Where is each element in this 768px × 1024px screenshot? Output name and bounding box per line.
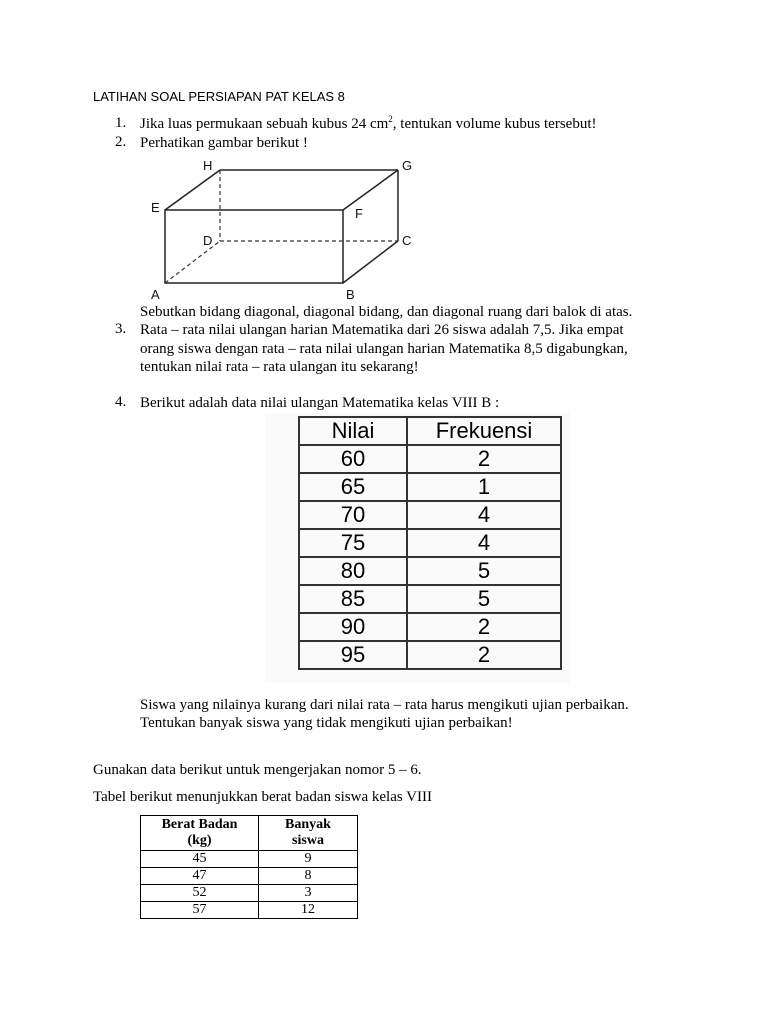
cuboid-diagram (140, 150, 430, 310)
table-row (299, 585, 561, 613)
table-row (299, 473, 561, 501)
table-row (141, 851, 358, 868)
cell-berat: 52 (141, 885, 259, 902)
cell-frekuensi: 2 (407, 613, 561, 641)
header-berat-badan-line-1: Berat Badan (161, 817, 238, 832)
cell-nilai: 60 (299, 445, 407, 473)
header-banyak-siswa (259, 816, 358, 851)
cell-frekuensi: 1 (407, 473, 561, 501)
table-row (299, 641, 561, 669)
q4-after-line-2: Tentukan banyak siswa yang tidak mengikuti ujian perbaikan! (140, 715, 513, 731)
frequency-table (298, 416, 562, 670)
cuboid-edge-EH (165, 170, 220, 210)
cell-banyak: 12 (259, 902, 358, 919)
section56-table-caption: Tabel berikut menunjukkan berat badan siswa kelas VIII (93, 789, 432, 805)
cell-frekuensi: 4 (407, 501, 561, 529)
header-banyak-siswa-line-1: Banyak (285, 817, 331, 832)
cell-frekuensi: 5 (407, 585, 561, 613)
q2-follow-up: Sebutkan bidang diagonal, diagonal bidang, dan diagonal ruang dari balok di atas. (140, 304, 633, 320)
label-E: E (151, 200, 160, 215)
cell-nilai: 90 (299, 613, 407, 641)
cell-nilai: 80 (299, 557, 407, 585)
header-frekuensi: Frekuensi (407, 417, 561, 445)
table-row (141, 902, 358, 919)
cell-berat: 47 (141, 868, 259, 885)
frequency-table-image (265, 413, 570, 683)
cuboid-edge-FG (343, 170, 398, 210)
label-H: H (203, 158, 213, 173)
q3-line-3: tentukan nilai rata – rata ulangan itu sekarang! (140, 359, 419, 375)
cell-berat: 45 (141, 851, 259, 868)
q2-number: 2. (115, 134, 127, 150)
cell-frekuensi: 5 (407, 557, 561, 585)
cell-frekuensi: 4 (407, 529, 561, 557)
label-C: C (402, 233, 412, 248)
table-row (299, 529, 561, 557)
label-G: G (402, 158, 413, 173)
label-A: A (151, 287, 160, 302)
page-title: LATIHAN SOAL PERSIAPAN PAT KELAS 8 (93, 89, 345, 104)
cell-frekuensi: 2 (407, 641, 561, 669)
table-row (141, 885, 358, 902)
section56-intro: Gunakan data berikut untuk mengerjakan nomor 5 – 6. (93, 762, 422, 778)
table-row (299, 557, 561, 585)
header-banyak-siswa-line-2: siswa (292, 833, 324, 848)
q3-line-2: orang siswa dengan rata – rata nilai ulangan harian Matematika 8,5 digabungkan, (140, 341, 628, 357)
cell-banyak: 8 (259, 868, 358, 885)
q3-line-1: Rata – rata nilai ulangan harian Matematika dari 26 siswa adalah 7,5. Jika empat (140, 322, 624, 338)
weight-table (140, 815, 358, 919)
cell-nilai: 95 (299, 641, 407, 669)
table-header-row (141, 816, 358, 851)
label-D: D (203, 233, 213, 248)
cell-frekuensi: 2 (407, 445, 561, 473)
cell-banyak: 3 (259, 885, 358, 902)
q2-text: Perhatikan gambar berikut ! (140, 135, 308, 151)
q1-text-after: , tentukan volume kubus tersebut! (392, 116, 597, 132)
table-row (299, 501, 561, 529)
cell-nilai: 70 (299, 501, 407, 529)
q1-superscript: 2 (388, 114, 393, 124)
label-F: F (355, 206, 363, 221)
label-B: B (346, 287, 355, 302)
q3-number: 3. (115, 321, 127, 337)
cuboid-edge-BC (343, 241, 398, 283)
header-berat-badan (141, 816, 259, 851)
cell-nilai: 75 (299, 529, 407, 557)
cell-nilai: 65 (299, 473, 407, 501)
q1-text-before: Jika luas permukaan sebuah kubus 24 cm (140, 116, 389, 132)
q1-text (140, 115, 597, 134)
header-berat-badan-line-2: (kg) (187, 833, 212, 848)
q4-number: 4. (115, 394, 127, 410)
cell-banyak: 9 (259, 851, 358, 868)
q4-text: Berikut adalah data nilai ulangan Matematika kelas VIII B : (140, 395, 500, 411)
table-row (299, 613, 561, 641)
cell-nilai: 85 (299, 585, 407, 613)
cuboid-front-face (165, 210, 343, 283)
header-nilai: Nilai (299, 417, 407, 445)
table-header-row (299, 417, 561, 445)
q4-after-line-1: Siswa yang nilainya kurang dari nilai rata – rata harus mengikuti ujian perbaikan. (140, 697, 629, 713)
table-row (141, 868, 358, 885)
cell-berat: 57 (141, 902, 259, 919)
table-row (299, 445, 561, 473)
q1-number: 1. (115, 115, 127, 131)
